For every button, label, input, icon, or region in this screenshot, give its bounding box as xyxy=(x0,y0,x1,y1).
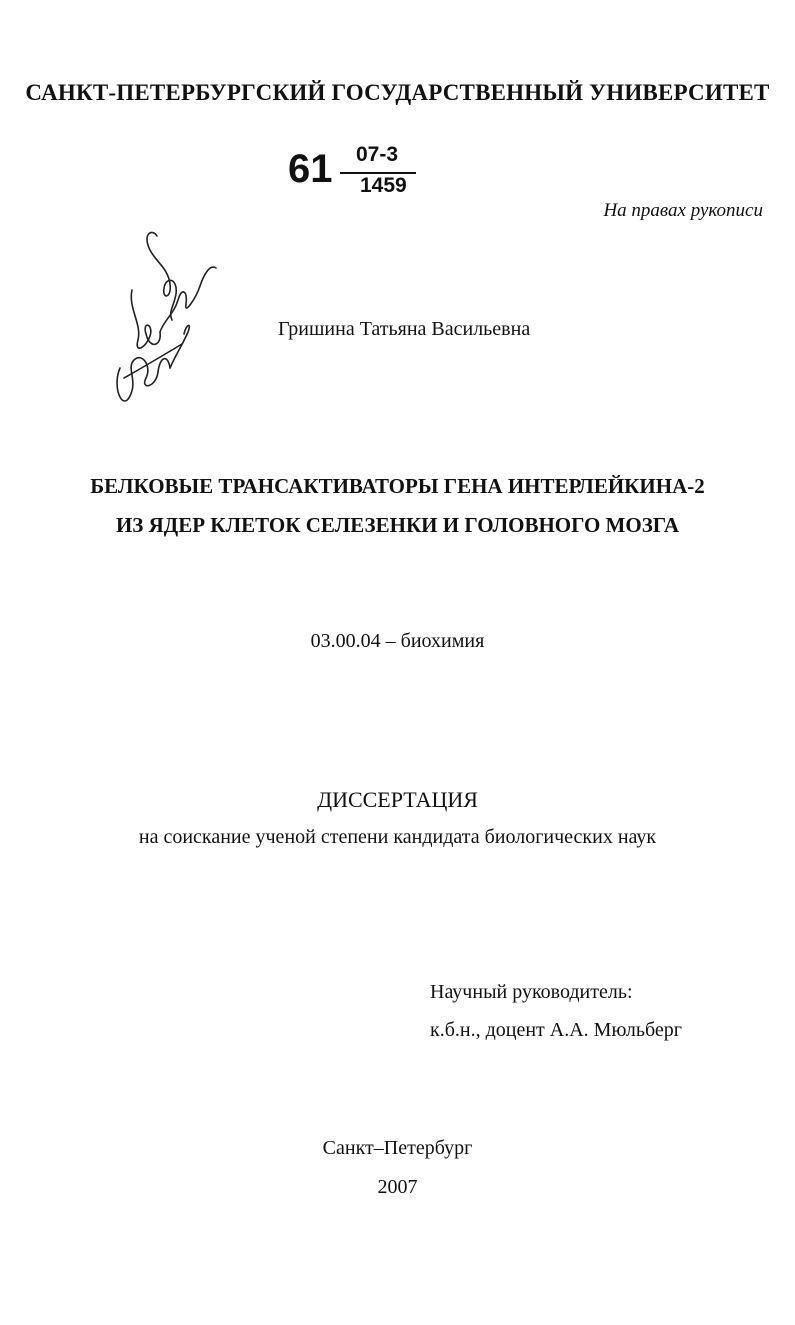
specialty-code: 03.00.04 – биохимия xyxy=(310,630,485,652)
advisor-label: Научный руководитель: xyxy=(430,981,633,1003)
manuscript-rights-note: На правах рукописи xyxy=(603,200,763,221)
shelfmark-denominator: 1459 xyxy=(360,174,407,197)
signature-icon xyxy=(112,228,222,418)
advisor-name: к.б.н., доцент А.А. Мюльберг xyxy=(430,1019,683,1041)
document-type: ДИССЕРТАЦИЯ xyxy=(317,787,478,812)
dissertation-title-line-1: БЕЛКОВЫЕ ТРАНСАКТИВАТОРЫ ГЕНА ИНТЕРЛЕЙКИНА-2 xyxy=(90,474,705,498)
author-name: Гришина Татьяна Васильевна xyxy=(278,318,531,340)
city: Санкт–Петербург xyxy=(322,1137,473,1159)
shelfmark-numerator: 07-3 xyxy=(356,143,399,166)
year: 2007 xyxy=(377,1176,418,1198)
university-name: САНКТ-ПЕТЕРБУРГСКИЙ ГОСУДАРСТВЕННЫЙ УНИВЕРСИТЕТ xyxy=(25,80,770,105)
library-shelfmark xyxy=(288,143,428,203)
shelfmark-main: 61 xyxy=(288,147,333,191)
dissertation-title-line-2: ИЗ ЯДЕР КЛЕТОК СЕЛЕЗЕНКИ И ГОЛОВНОГО МОЗГА xyxy=(115,513,680,537)
degree-statement: на соискание ученой степени кандидата биологических наук xyxy=(138,826,657,848)
